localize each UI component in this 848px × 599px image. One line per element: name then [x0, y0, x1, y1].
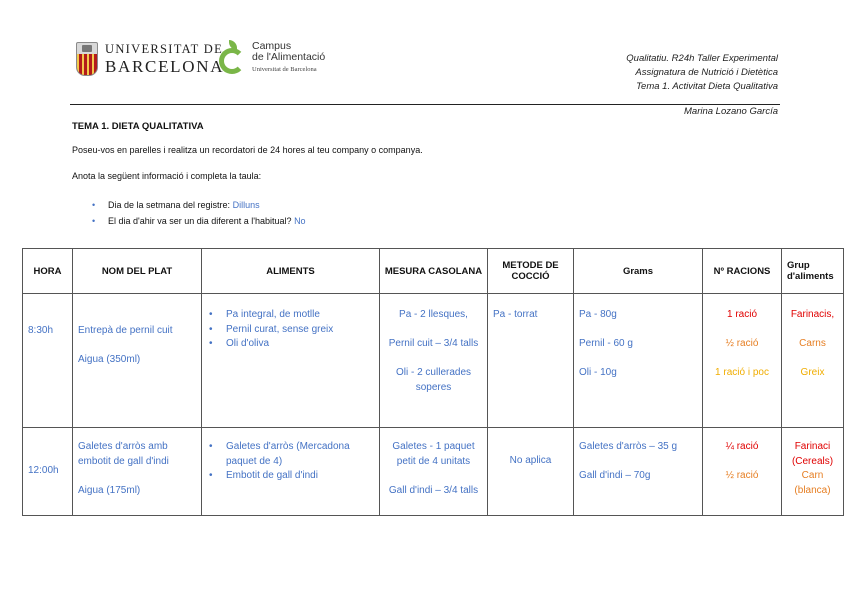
- ub-line1: UNIVERSITAT DE: [105, 42, 224, 57]
- row2-grams-2: Gall d'indi – 70g: [579, 470, 651, 481]
- header-hora: HORA: [23, 249, 73, 294]
- header-nom-del-plat: NOM DEL PLAT: [73, 249, 202, 294]
- row2-aliment-1: • Galetes d'arròs (Mercadona paquet de 4): [207, 440, 374, 469]
- campus-leaf-icon: [219, 40, 247, 74]
- campus-line1: Campus: [252, 39, 292, 52]
- instruction-paragraph-2: Anota la següent informació i completa la taula:: [72, 171, 262, 181]
- university-of-barcelona-logo: [76, 42, 224, 76]
- row1-racions: [703, 294, 782, 428]
- table-header-row: [23, 249, 844, 294]
- ub-shield-icon: [76, 42, 98, 76]
- row1-grams-1: Pa - 80g: [579, 309, 617, 320]
- document-header-info: [626, 52, 778, 94]
- header-grup-line1: Grup: [787, 260, 810, 271]
- row1-hora: 8:30h: [23, 294, 73, 428]
- bullet-weekday: [92, 197, 306, 213]
- row1-racio-1: 1 ració: [726, 309, 757, 320]
- row2-grup-2: Carn (blanca): [794, 470, 831, 496]
- row1-racio-3: 1 ració i poc: [715, 367, 769, 378]
- page-title: TEMA 1. DIETA QUALITATIVA: [72, 121, 204, 132]
- row1-aliment-1: • Pa integral, de motlle: [207, 308, 374, 323]
- row1-aliments: [202, 294, 380, 428]
- row1-nom-1: Entrepà de pernil cuit: [78, 325, 173, 336]
- row2-racio-1: ¼ ració: [725, 441, 759, 452]
- diet-table: [22, 248, 844, 516]
- header-racions: Nº RACIONS: [703, 249, 782, 294]
- row1-grams: [574, 294, 703, 428]
- header-line1: Qualitatiu. R24h Taller Experimental: [626, 53, 778, 64]
- header-divider: [70, 104, 780, 105]
- row1-grup-3: Greix: [800, 367, 825, 378]
- row2-grup-1: Farinaci (Cereals): [791, 441, 834, 467]
- header-metode-line1: METODE DE: [502, 260, 559, 271]
- row2-racio-2: ½ ració: [725, 470, 759, 481]
- row2-grup-aliments: [782, 428, 844, 516]
- row1-mesura-3: Oli - 2 cullerades soperes: [395, 367, 472, 393]
- row1-racio-2: ½ ració: [725, 338, 759, 349]
- row2-nom-1: Galetes d'arròs amb embotit de gall d'indi: [78, 441, 169, 467]
- row1-mesura-1: Pa - 2 llesques,: [399, 309, 468, 320]
- row2-metode-coccio: No aplica: [488, 428, 574, 516]
- row2-mesura-casolana: [380, 428, 488, 516]
- campus-alimentacio-logo: [219, 40, 325, 74]
- row2-nom-del-plat: [73, 428, 202, 516]
- row1-grup-2: Carns: [799, 338, 826, 349]
- row1-aliment-3: • Oli d'oliva: [207, 337, 374, 352]
- header-mesura-casolana: MESURA CASOLANA: [380, 249, 488, 294]
- bullet-weekday-label: Dia de la setmana del registre:: [108, 200, 233, 210]
- table-row: [23, 428, 844, 516]
- campus-wordmark: [252, 41, 325, 73]
- info-bullet-list: [92, 197, 306, 229]
- ub-wordmark: [105, 43, 224, 75]
- row1-mesura-casolana: [380, 294, 488, 428]
- row1-metode-coccio: Pa - torrat: [488, 294, 574, 428]
- row1-mesura-2: Pernil cuit – 3/4 talls: [388, 338, 479, 349]
- row1-aliment-2: • Pernil curat, sense greix: [207, 323, 374, 338]
- row1-nom-del-plat: [73, 294, 202, 428]
- row2-aliment-2: • Embotit de gall d'indi: [207, 469, 374, 484]
- row2-grams-1: Galetes d'arròs – 35 g: [579, 441, 678, 452]
- header-grup-line2: d'aliments: [787, 271, 834, 282]
- header-aliments: ALIMENTS: [202, 249, 380, 294]
- bullet-dot-icon: •: [92, 200, 96, 210]
- row2-racions: [703, 428, 782, 516]
- header-metode-coccio: [488, 249, 574, 294]
- row1-nom-2: Aigua (350ml): [78, 354, 141, 365]
- row1-grams-3: Oli - 10g: [579, 367, 617, 378]
- bullet-dot-icon: •: [92, 216, 96, 226]
- bullet-weekday-value: Dilluns: [232, 200, 260, 210]
- header-grams: Grams: [574, 249, 703, 294]
- header-metode-line2: COCCIÓ: [511, 271, 550, 282]
- header-grup-aliments: [782, 249, 844, 294]
- row2-aliments: [202, 428, 380, 516]
- table-row: [23, 294, 844, 428]
- instruction-paragraph-1: Poseu-vos en parelles i realitza un recordatori de 24 hores al teu company o companya.: [72, 145, 423, 155]
- campus-line2: de l'Alimentació: [252, 51, 326, 64]
- ub-line2: BARCELONA: [105, 56, 225, 76]
- row1-grup-1: Farinacis,: [790, 309, 835, 320]
- row1-grup-aliments: [782, 294, 844, 428]
- row1-grams-2: Pernil - 60 g: [579, 338, 633, 349]
- bullet-different-day: [92, 213, 306, 229]
- row2-nom-2: Aigua (175ml): [78, 484, 141, 496]
- bullet-different-day-label: El dia d'ahir va ser un dia diferent a l'habitual?: [108, 216, 295, 226]
- row2-mesura-2: Gall d'indi – 3/4 talls: [388, 484, 479, 496]
- header-line3: Tema 1. Activitat Dieta Qualitativa: [636, 81, 778, 92]
- author-name: Marina Lozano García: [684, 106, 778, 117]
- row2-hora: 12:00h: [23, 428, 73, 516]
- row2-grams: [574, 428, 703, 516]
- bullet-different-day-value: No: [294, 216, 306, 226]
- campus-line3: Universitat de Barcelona: [252, 65, 317, 73]
- header-line2: Assignatura de Nutrició i Dietètica: [635, 67, 778, 78]
- row2-mesura-1: Galetes - 1 paquet petit de 4 unitats: [392, 441, 475, 467]
